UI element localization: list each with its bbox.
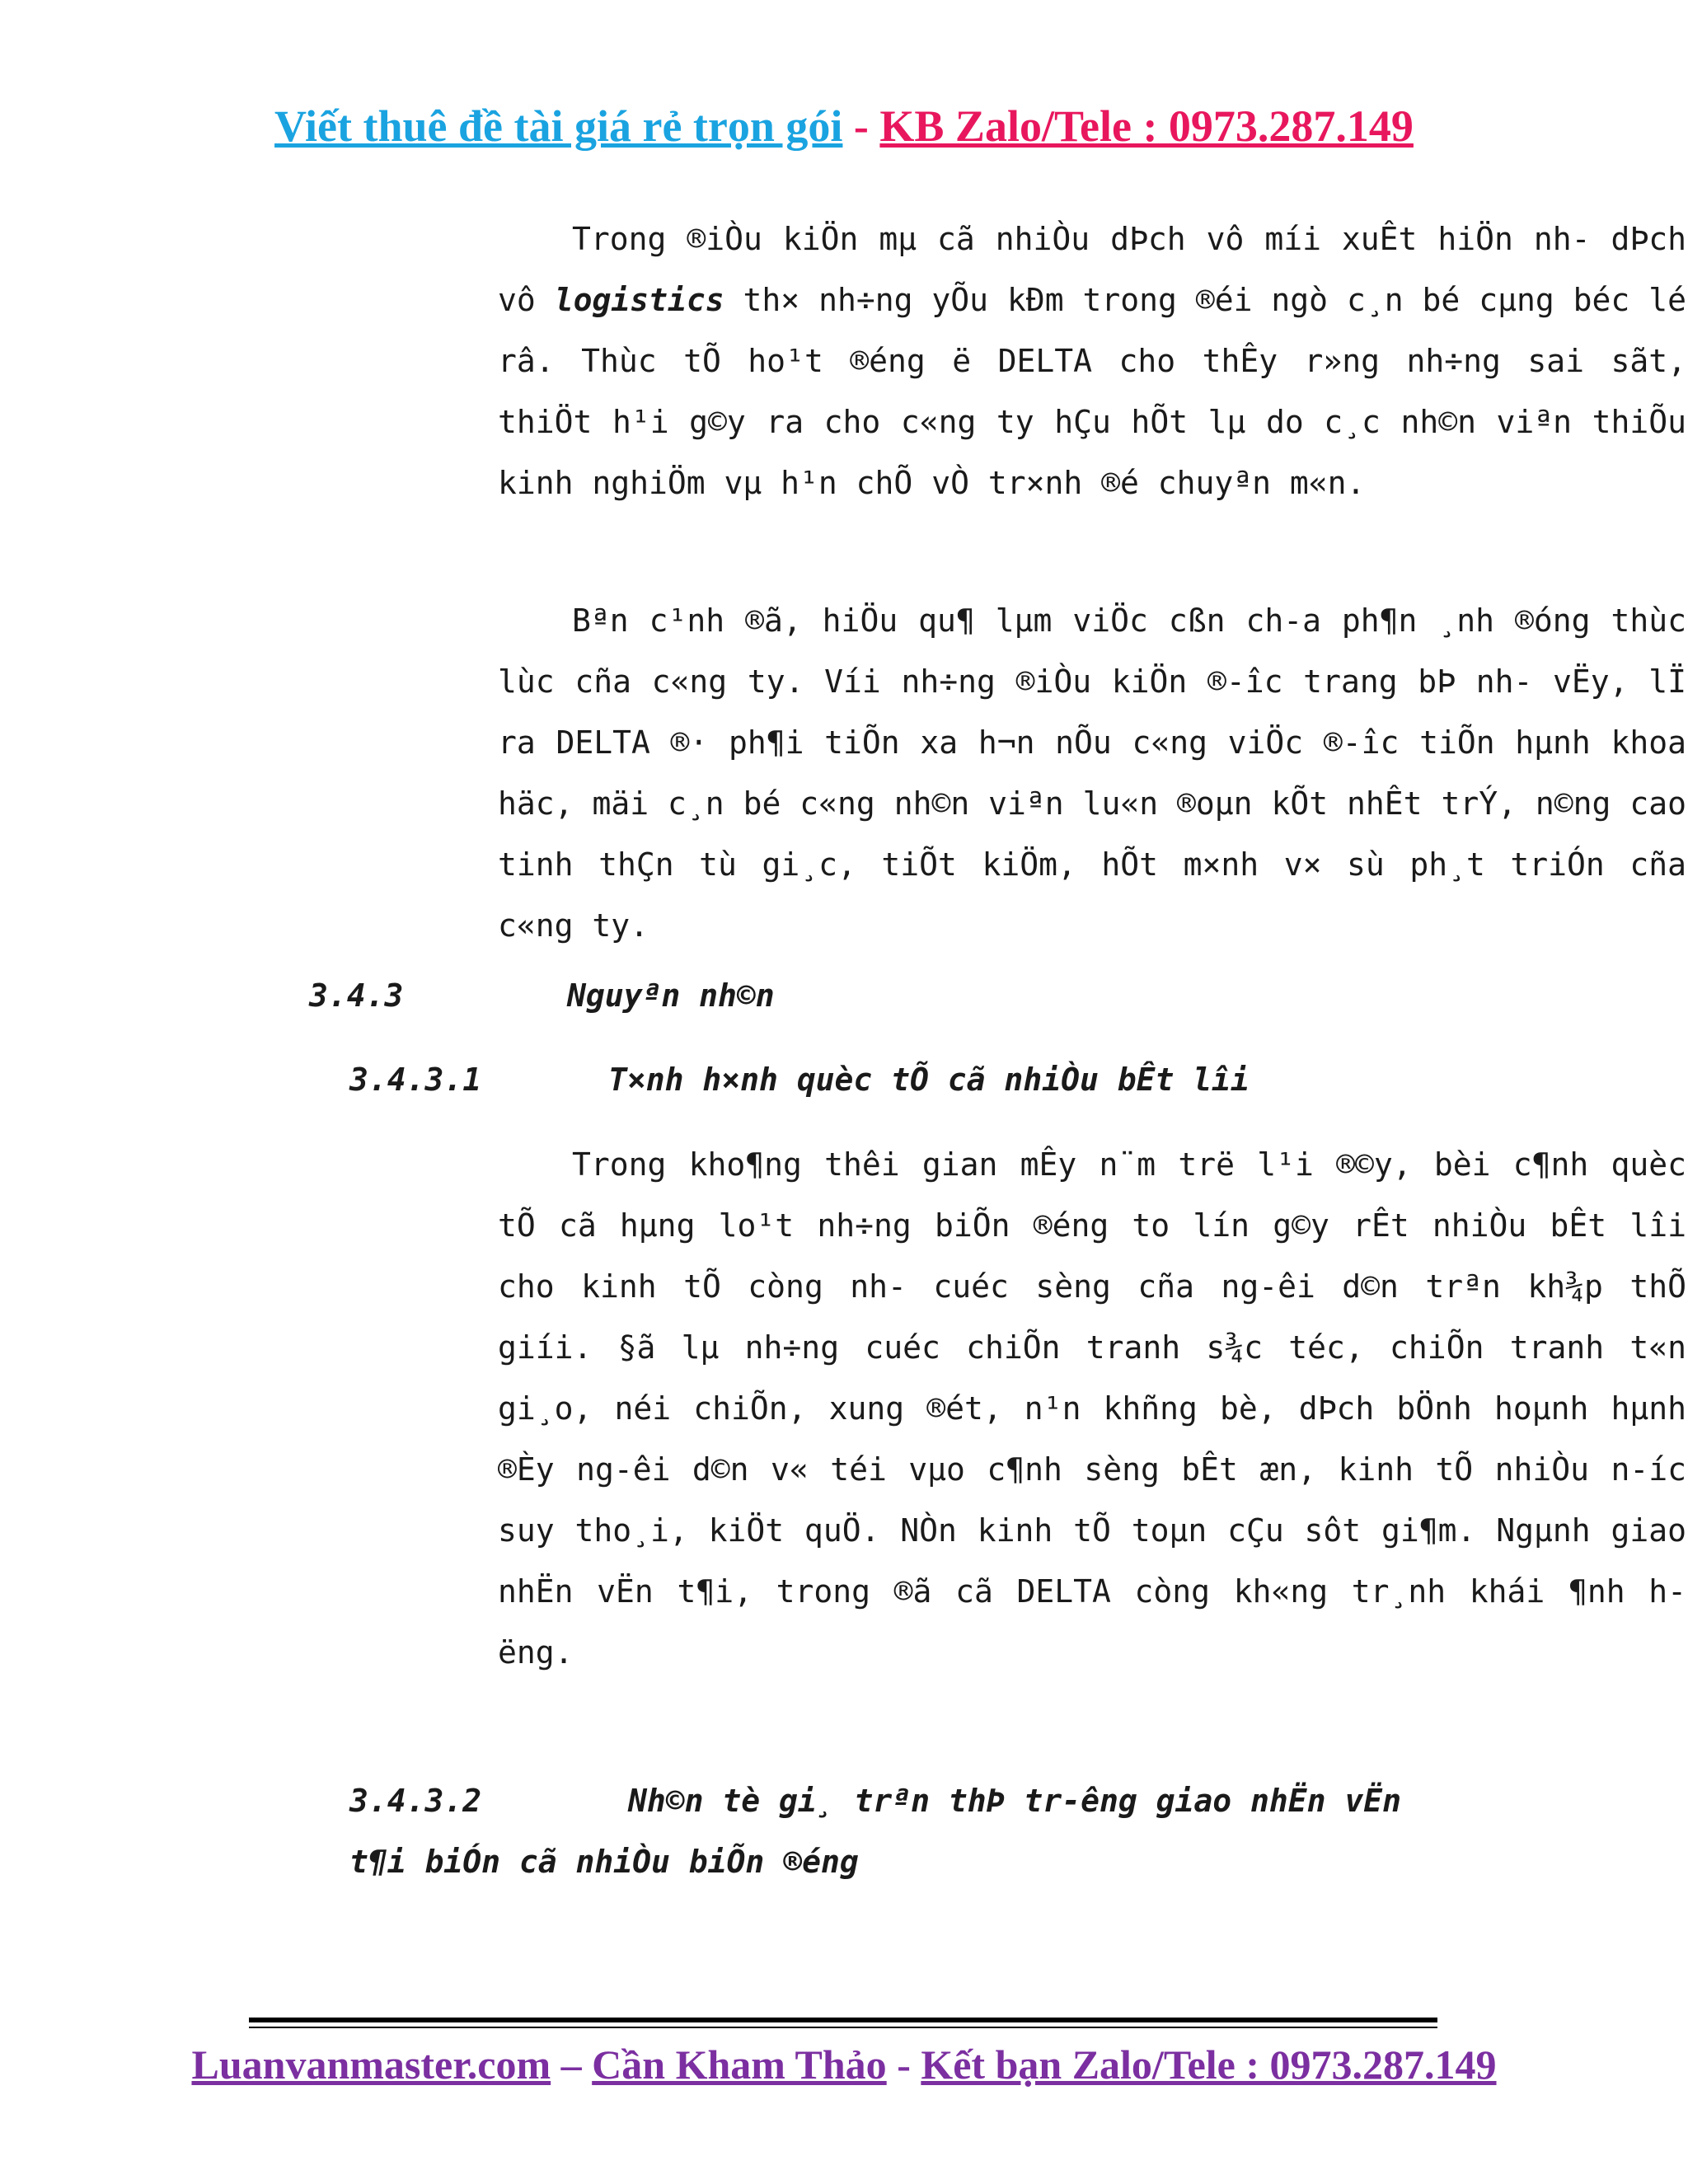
footer-divider-thin: [249, 2027, 1437, 2028]
footer-separator: -: [886, 2041, 921, 2088]
header-contact-link[interactable]: KB Zalo/Tele : 0973.287.149: [879, 101, 1414, 151]
footer-dash: –: [551, 2041, 593, 2088]
section-heading-3-4-3-1: [349, 1062, 1250, 1098]
section-title: Nguyªn nh©n: [567, 977, 775, 1014]
section-title: T×nh h×nh quèc tÕ cã nhiÒu bÊt lîi: [608, 1062, 1250, 1098]
section-title: Nh©n tè gi¸ trªn thÞ tr-êng giao nhËn vËn t¶i biÓn cã nhiÒu biÕn ®éng: [349, 1783, 1401, 1880]
paragraph-international: Trong kho¶ng thêi gian mÊy n¨m trë l¹i ®©y, bèi c¶nh quèc tÕ cã hµng lo¹t nh÷ng biÕn ®éng to lín g©y rÊt nhiÒu bÊt lîi cho kinh tÕ còng nh- cuéc sèng cña ng-êi d©n trªn kh¾p thÕ giíi. §ã lµ nh÷ng cuéc chiÕn tranh s¾c téc, chiÕn tranh t«n gi¸o, néi chiÕn, xung ®ét, n¹n khñng bè, dÞch bÖnh hoµnh hµnh ®Èy ng-êi d©n v« téi vµo c¶nh sèng bÊt æn, kinh tÕ nhiÒu n-íc suy tho¸i, kiÖt quÖ. NÒn kinh tÕ toµn cÇu sôt gi¶m. Ngµnh giao nhËn vËn t¶i, trong ®ã cã DELTA còng kh«ng tr¸nh khái ¶nh h-ëng.: [498, 1146, 1686, 1671]
header-service-link[interactable]: Viết thuê đề tài giá rẻ trọn gói: [274, 101, 843, 151]
header-separator: -: [842, 101, 880, 151]
section-number: 3.4.3.1: [349, 1062, 482, 1098]
paragraph-efficiency: Bªn c¹nh ®ã, hiÖu qu¶ lµm viÖc cßn ch-a ph¶n ¸nh ®óng thùc lùc cña c«ng ty. Víi nh÷ng ®iÒu kiÖn ®-îc trang bÞ nh- vËy, lÏ ra DELTA ®· ph¶i tiÕn xa h¬n nÕu c«ng viÖc ®-îc tiÕn hµnh khoa häc, mäi c¸n bé c«ng nh©n viªn lu«n ®oµn kÕt nhÊt trÝ, n©ng cao tinh thÇn tù gi¸c, tiÕt kiÖm, hÕt m×nh v× sù ph¸t triÓn cña c«ng ty.: [498, 602, 1686, 944]
section-heading-3-4-3-2: [349, 1770, 1437, 1892]
logistics-term: logistics: [554, 282, 724, 318]
footer-contact-link[interactable]: Kết bạn Zalo/Tele : 0973.287.149: [921, 2041, 1497, 2088]
paragraph-text: th× nh÷ng yÕu kÐm trong ®éi ngò c¸n bé cµng béc lé râ. Thùc tÕ ho¹t ®éng ë DELTA cho thÊy r»ng nh÷ng sai sãt, thiÖt h¹i g©y ra cho c«ng ty hÇu hÕt lµ do c¸c nh©n viªn thiÕu kinh nghiÖm vµ h¹n chÕ vÒ tr×nh ®é chuyªn m«n.: [498, 282, 1686, 501]
section-number: 3.4.3.2: [349, 1783, 482, 1819]
footer-site-link[interactable]: Luanvanmaster.com: [191, 2041, 551, 2088]
page-header: [0, 97, 1688, 155]
paragraph-text: Trong ®iÒu kiÖn mµ cã nhiÒu dÞch vô míi xuÊt hiÖn nh- dÞch vô: [498, 221, 1686, 318]
paragraph-staff-weakness: [498, 209, 1686, 513]
page-footer: [0, 2037, 1688, 2092]
section-heading-3-4-3: [309, 977, 775, 1014]
footer-name-link[interactable]: Cần Kham Thảo: [592, 2041, 887, 2088]
footer-divider: [249, 2018, 1437, 2022]
section-number: 3.4.3: [309, 977, 404, 1014]
